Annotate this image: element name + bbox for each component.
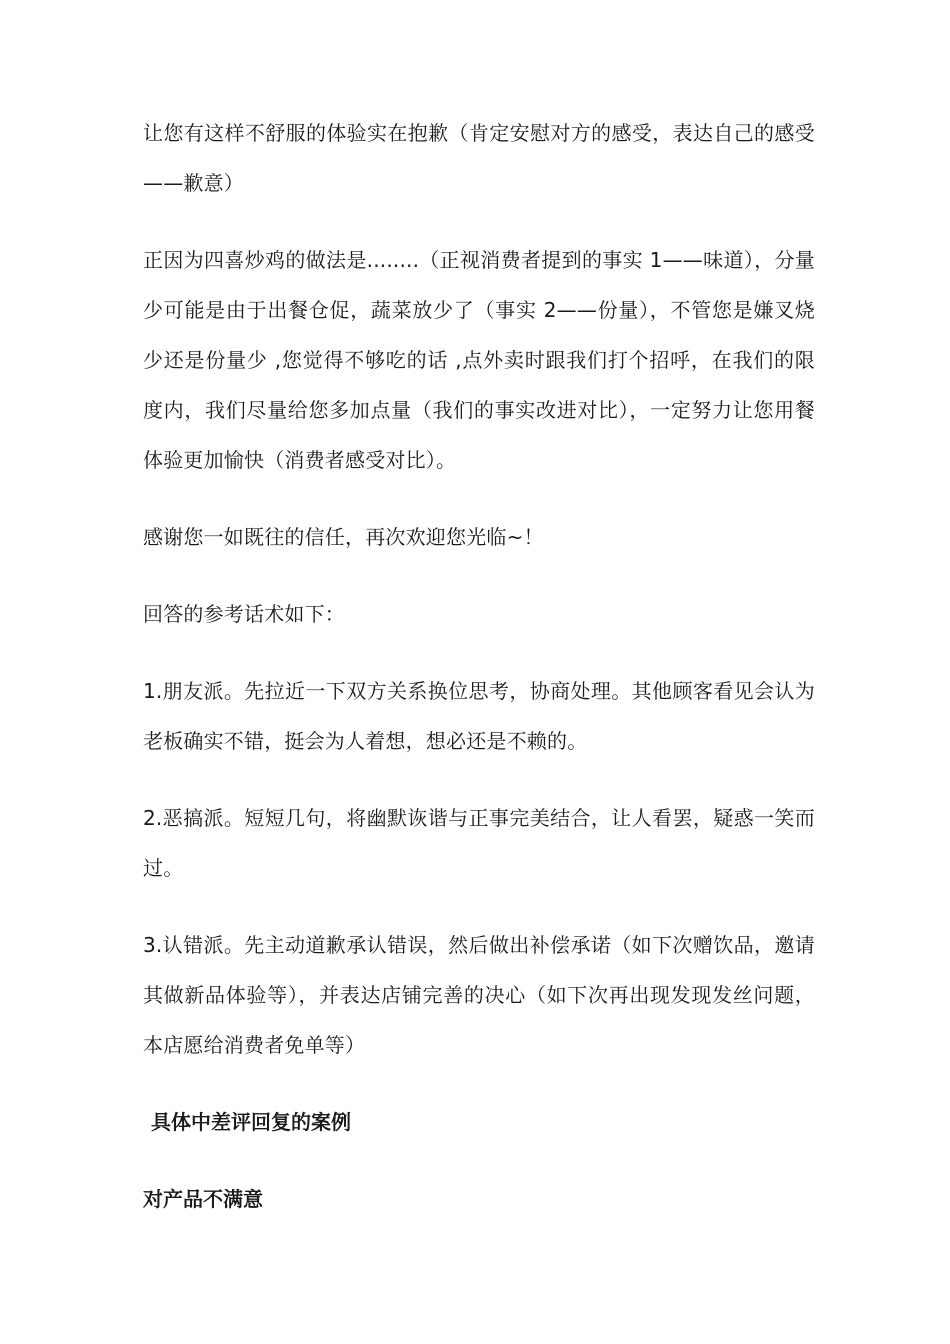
- document-body: [143, 108, 815, 1251]
- friend-style-paragraph: 1.朋友派。先拉近一下双方关系换位思考，协商处理。其他顾客看见会认为老板确实不错，挺会为人着想，想必还是不赖的。: [143, 679, 815, 753]
- reference-intro-paragraph: 回答的参考话术如下：: [143, 602, 345, 626]
- apology-style-paragraph: 3.认错派。先主动道歉承认错误，然后做出补偿承诺（如下次赠饮品，邀请其做新品体验等），并表达店铺完善的决心（如下次再出现发现发丝问题，本店愿给消费者免单等）: [143, 933, 815, 1057]
- subsection-heading: 对产品不满意: [143, 1187, 263, 1211]
- apology-paragraph: 让您有这样不舒服的体验实在抱歉（肯定安慰对方的感受，表达自己的感受——歉意）: [143, 121, 815, 195]
- thanks-paragraph: 感谢您一如既往的信任，再次欢迎您光临~！: [143, 525, 544, 549]
- section-heading: 具体中差评回复的案例: [151, 1110, 351, 1134]
- explanation-paragraph: 正因为四喜炒鸡的做法是........（正视消费者提到的事实 1——味道），分量少可能是由于出餐仓促，蔬菜放少了（事实 2——份量），不管您是嫌叉烧少还是份量少 ,您觉得不够吃的话 ,点外卖时跟我们打个招呼，在我们的限度内，我们尽量给您多加点量（我们的事实改进对比），一定努力让您用餐体验更加愉快（消费者感受对比）。: [143, 248, 815, 472]
- humor-style-paragraph: 2.恶搞派。短短几句，将幽默诙谐与正事完美结合，让人看罢，疑惑一笑而过。: [143, 806, 815, 880]
